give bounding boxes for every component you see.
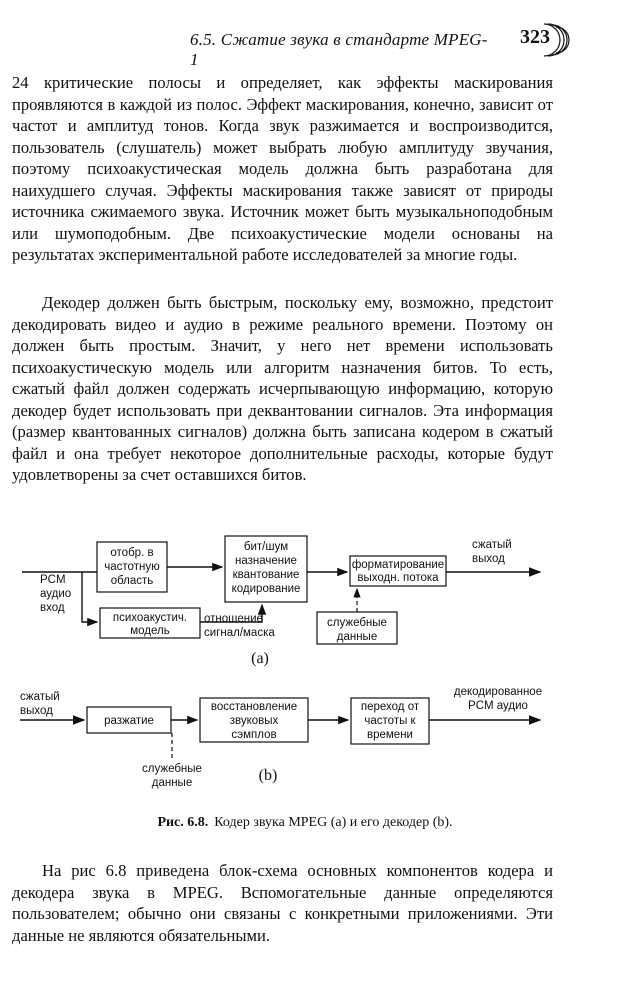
- decoder-aux-label-1: служебные: [142, 763, 202, 775]
- encoder-quant-line-3: квантование: [232, 569, 300, 581]
- encoder-quant-line-2: назначение: [235, 555, 297, 567]
- encoder-ratio-label-2: сигнал/маска: [204, 627, 275, 639]
- encoder-quant-line-1: бит/шум: [243, 541, 289, 553]
- page-number: 323: [520, 26, 550, 48]
- encoder-map-line-2: частотную: [104, 561, 160, 573]
- decoder-aux-label-2: данные: [151, 777, 193, 789]
- decoder-restore-line-3: сэмплов: [231, 729, 277, 741]
- page-header: [190, 20, 610, 69]
- decoder-convert-line-2: частоты к: [364, 715, 416, 727]
- body-paragraph-3: На рис 6.8 приведена блок-схема основных компонентов кодера и декодера звука в MPEG. Вспомогательные данные определяются пользователем; обычно они связаны с конкретными приложениями. Эти данные не являются обязательными.: [12, 861, 553, 945]
- caption-label: Рис. 6.8.: [157, 815, 209, 830]
- encoder-output-label-2: выход: [472, 553, 505, 565]
- figure-6-8: [12, 530, 572, 800]
- decoder-convert-line-1: переход от: [360, 701, 420, 713]
- decoder-output-label-2: PCM аудио: [468, 700, 528, 712]
- encoder-quant-line-4: кодирование: [231, 583, 301, 595]
- encoder-arrow-psycho: [82, 572, 97, 622]
- page-number-ornament: [534, 20, 570, 60]
- running-head: 6.5. Сжатие звука в стандарте MPEG-1: [190, 30, 488, 69]
- decoder-input-label-1: сжатый: [20, 691, 60, 703]
- body-paragraph-2: Декодер должен быть быстрым, поскольку ему, возможно, предстоит декодировать видео и аудио в режиме реального времени. Поэтому он должен быть простым. Значит, у него нет времени использовать психоакустическую модель или алгоритм назначения битов. То есть, сжатый файл должен содержать исчерпывающую информацию, которую декодер будет использовать при деквантовании сигналов. Эта информация (размер квантованных сигналов) должна быть записана кодером в сжатый файл и она требует некоторое дополнительные расходы, которые будут удовлетворены за счет оставшихся битов.: [12, 293, 553, 484]
- figure-caption: [0, 815, 610, 831]
- encoder-input-label-1: PCM: [40, 574, 66, 586]
- encoder-psycho-line-1: психоакустич.: [112, 612, 188, 624]
- body-paragraph-1: 24 критические полосы и определяет, как эффекты маскирования проявляются в каждой из полос. Эффект маскирования, конечно, зависит от частот и амплитуд тонов. Когда звук разжимается и воспроизводится, пользователь (слушатель) может выбрать любую амплитуду звучания, поэтому психоакустическая модель должна быть разработана для наихудшего случая. Эффекты маскирования также зависят от природы источника сжимаемого звука. Источник может быть музыкальноподобным или шумоподобным. Две психоакустические модели основаны на результатах экспериментальной работе исследователей за многие годы.: [12, 73, 553, 264]
- encoder-input-label-3: вход: [40, 602, 65, 614]
- encoder-map-line-1: отобр. в: [110, 547, 154, 559]
- block-diagram: [12, 530, 572, 800]
- encoder-format-line-2: выходн. потока: [357, 572, 439, 584]
- decoder-output-label-1: декодированное: [453, 686, 543, 698]
- encoder-ratio-label-1: отношение: [204, 613, 263, 625]
- encoder-input-label-2: аудио: [40, 588, 72, 600]
- decoder-unpack-line-1: разжатие: [104, 715, 154, 727]
- encoder-output-label-1: сжатый: [472, 539, 512, 551]
- encoder-psycho-line-2: модель: [130, 625, 170, 637]
- decoder-sublabel: (b): [258, 767, 278, 784]
- caption-text: Кодер звука MPEG (a) и его декодер (b).: [214, 815, 453, 830]
- encoder-map-line-3: область: [110, 575, 154, 587]
- decoder-restore-line-2: звуковых: [229, 715, 279, 727]
- decoder-convert-line-3: времени: [367, 729, 413, 741]
- encoder-sublabel: (a): [251, 650, 269, 667]
- decoder-input-label-2: выход: [20, 705, 53, 717]
- encoder-aux-line-2: данные: [336, 631, 378, 643]
- encoder-aux-line-1: служебные: [327, 617, 387, 629]
- decoder-restore-line-1: восстановление: [210, 701, 298, 713]
- encoder-format-line-1: форматирование: [351, 559, 445, 571]
